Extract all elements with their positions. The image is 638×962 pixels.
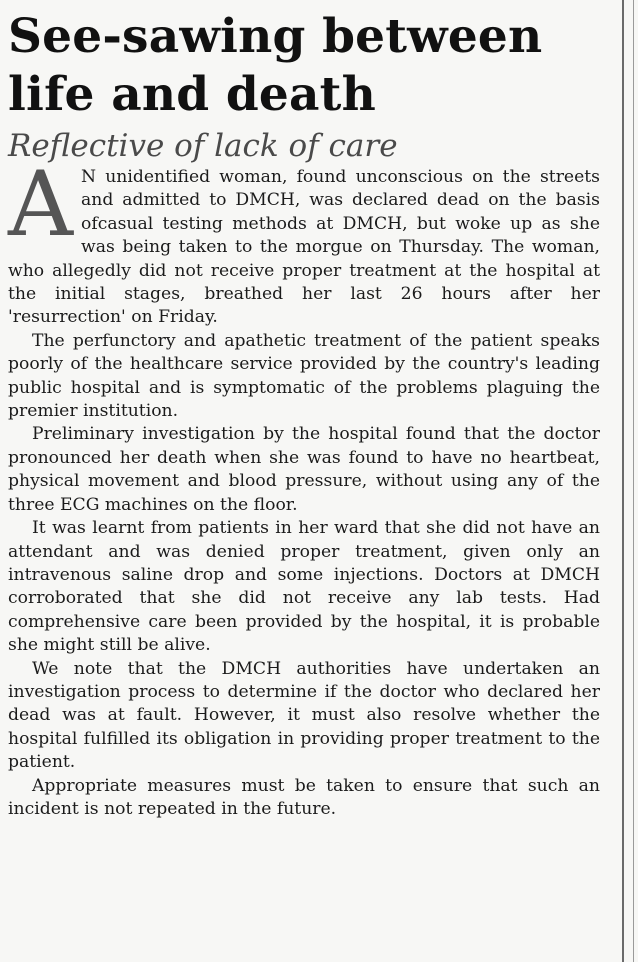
headline <box>8 8 598 124</box>
paragraph-5: We note that the DMCH authorities have undertaken an investigation process to determine if the doctor who declared her dead was at fault. However, it must also resolve whether the hospital fulfilled its obligation in providing proper treatment to the patient. <box>8 658 600 773</box>
paragraph-1 <box>8 152 600 330</box>
page-edge <box>633 0 634 962</box>
column-rule <box>622 0 624 962</box>
paragraph-4: It was learnt from patients in her ward that she did not have an attendant and was denied proper treatment, given only an intravenous saline drop and some injections. Doctors at DMCH corroborated that she did not receive any lab tests. Had comprehensive care been provided by the hospital, it is probable she might still be alive. <box>8 518 600 656</box>
article-body <box>8 152 600 821</box>
headline-line-2: life and death <box>8 67 376 122</box>
paragraph-1-text: N unidentified woman, found unconscious on the streets and admitted to DMCH, was declared dead on the basis ofcasual testing methods at DMCH, but woke up as she was being taken to the morgue on Thursday. The woman, who allegedly did not receive proper treatment at the hospital at the initial stages, breathed her last 26 hours after her 'resurrection' on Friday. <box>8 167 600 328</box>
headline-line-1: See-sawing between <box>8 9 543 64</box>
drop-cap: A <box>8 152 73 257</box>
paragraph-2: The perfunctory and apathetic treatment of the patient speaks poorly of the healthcare service provided by the country's leading public hospital and is symptomatic of the problems plaguing the premier institution. <box>8 330 600 422</box>
paragraph-6: Appropriate measures must be taken to ensure that such an incident is not repeated in the future. <box>8 775 600 819</box>
paragraph-3: Preliminary investigation by the hospital found that the doctor pronounced her death when she was found to have no heartbeat, physical movement and blood pressure, without using any of the three ECG machines on the floor. <box>8 424 600 515</box>
subheadline: Reflective of lack of care <box>8 128 398 164</box>
